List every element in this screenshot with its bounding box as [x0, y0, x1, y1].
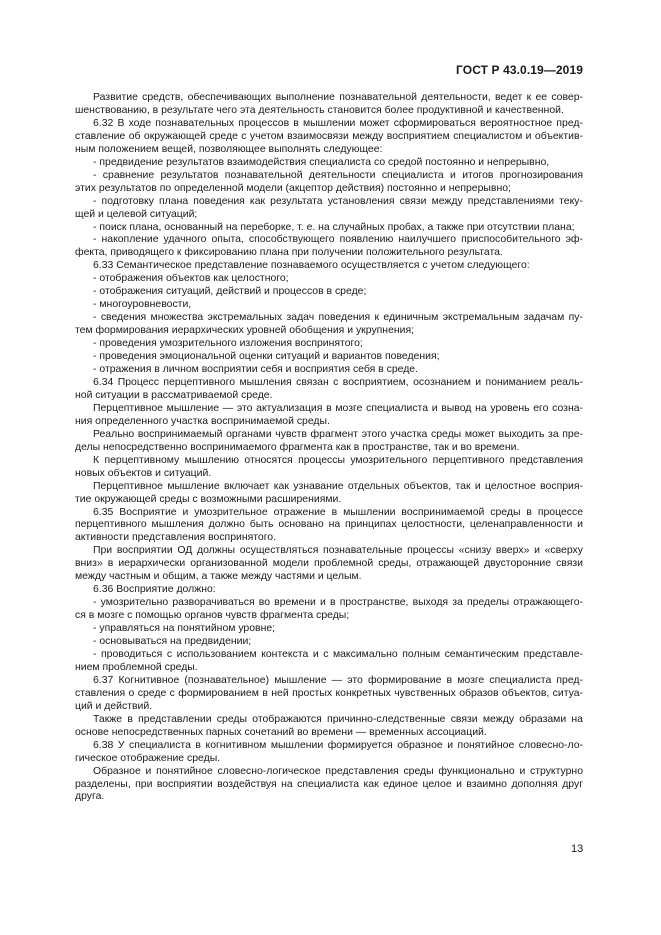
- text-line: тие окружающей среды с возможными расширениями.: [75, 493, 342, 505]
- text-line: ций и действий.: [75, 700, 153, 712]
- text-line: - управляться на понятийном уровне;: [93, 623, 276, 635]
- text-line: Образное и понятийное словесно-логическое представления среды функционально и структурно: [93, 765, 583, 777]
- text-line: гическое отображение среды.: [75, 752, 221, 764]
- text-line: ния определенного участка воспринимаемой среды.: [75, 415, 330, 427]
- text-line: - умозрительно разворачиваться во времени и в пространстве, выходя за пределы отражающего-: [93, 597, 583, 609]
- text-line: 6.37 Когнитивное (познавательное) мышление — это формирование в мозге специалиста пред-: [93, 674, 583, 686]
- text-line: - сравнение результатов познавательной деятельности специалиста и итогов прогнозирования: [93, 169, 583, 181]
- text-line: фекта, приводящего к фиксированию плана при получении положительного результата.: [75, 247, 503, 259]
- text-line: основе непосредственных парных сочетаний во времени — временных ассоциаций.: [75, 726, 487, 738]
- text-line: - отображения объектов как целостного;: [93, 273, 289, 285]
- text-line: перцептивного мышления должно быть основано на принципах целостности, целенаправленности и: [75, 519, 583, 531]
- text-line: - сведения множества экстремальных задач поведения к единичным экстремальным задачам пу-: [93, 312, 583, 324]
- text-line: - проводиться с использованием контекста и с максимально полным семантическим представле-: [93, 648, 583, 660]
- text-line: - проведения эмоциональной оценки ситуаций и вариантов поведения;: [93, 351, 440, 363]
- text-line: К перцептивному мышлению относятся процессы умозрительного перцептивного представления: [93, 454, 583, 466]
- text-line: щей и целевой ситуаций;: [75, 208, 198, 220]
- text-line: этих результатов по определенной модели (акцептор действия) постоянно и непрерывно;: [75, 182, 511, 194]
- text-line: - отражения в личном восприятии себя и восприятия себя в среде.: [93, 364, 418, 376]
- text-line: 6.38 У специалиста в когнитивном мышлении формируется образное и понятийное словесно-ло-: [93, 739, 583, 751]
- text-line: нием проблемной среды.: [75, 661, 198, 673]
- text-line: между частным и общим, а также между частями и целым.: [75, 571, 362, 583]
- text-line: активности представления воспринятого.: [75, 532, 277, 544]
- text-line: ной ситуации в рассматриваемой среде.: [75, 389, 273, 401]
- text-line: 6.36 Восприятие должно:: [93, 584, 216, 596]
- text-line: новых объектов и ситуаций.: [75, 467, 212, 479]
- text-line: ставление об окружающей среде с учетом взаимосвязи между восприятием специалистом и объектив-: [75, 130, 583, 142]
- text-line: ставления о среде с формированием в ней простых конкретных чувственных образов объектов, ситуа-: [75, 687, 583, 699]
- text-line: - проведения умозрительного изложения воспринятого;: [93, 338, 363, 350]
- text-line: - подготовку плана поведения как результата установления связи между представлениями теку-: [93, 195, 583, 207]
- text-line: Также в представлении среды отображаются причинно-следственные связи между образами на: [93, 713, 583, 725]
- text-line: Перцептивное мышление включает как узнавание отдельных объектов, так и целостное восприя-: [93, 480, 583, 492]
- text-line: шенствованию, в результате чего эта деятельность становится более продуктивной и качественной.: [75, 104, 564, 116]
- text-line: 6.35 Восприятие и умозрительное отражение в мышлении воспринимаемой среды в процессе: [93, 506, 583, 518]
- text-line: тем формирования иерархических уровней обобщения и укрупнения;: [75, 325, 415, 337]
- text-line: ся в мозге с помощью органов чувств фрагмента среды;: [75, 610, 350, 622]
- document-header: ГОСТ Р 43.0.19—2019: [456, 63, 583, 77]
- text-line: вниз» в иерархически организованной модели проблемной среды, отражающей двусторонние связи: [75, 558, 583, 570]
- text-line: - основываться на предвидении;: [93, 636, 252, 648]
- text-line: Реально воспринимаемый органами чувств фрагмент этого участка среды может выходить за пре-: [93, 428, 583, 440]
- text-line: - предвидение результатов взаимодействия специалиста со средой постоянно и непрерывно,: [93, 156, 550, 168]
- text-line: друга.: [75, 791, 105, 803]
- text-line: 6.33 Семантическое представление познаваемого осуществляется с учетом следующего:: [93, 260, 530, 272]
- text-line: 6.34 Процесс перцептивного мышления связан с восприятием, осознанием и пониманием реаль-: [93, 376, 583, 388]
- text-line: - накопление удачного опыта, способствующего появлению наилучшего приспособительного эф-: [93, 234, 583, 246]
- text-line: разделены, при восприятии воздействуя на специалиста как единое целое и взаимно дополняя друг: [75, 778, 583, 790]
- text-line: - поиск плана, основанный на переборке, т. е. на случайных пробах, а также при отсутствии плана;: [93, 221, 575, 233]
- text-line: ным положением вещей, позволяющее выполнять следующее:: [75, 143, 383, 155]
- page-number: 13: [571, 843, 584, 855]
- text-line: 6.32 В ходе познавательных процессов в мышлении может сформироваться вероятностное пред-: [93, 117, 583, 129]
- text-line: - многоуровневости,: [93, 299, 192, 311]
- text-line: делы непосредственно воспринимаемого фрагмента как в пространстве, так и во времени.: [75, 441, 520, 453]
- text-line: При восприятии ОД должны осуществляться познавательные процессы «снизу вверх» и «сверху: [93, 545, 583, 557]
- text-line: - отображения ситуаций, действий и процессов в среде;: [93, 286, 367, 298]
- body-text: [75, 92, 583, 804]
- text-line: Перцептивное мышление — это актуализация в мозге специалиста и вывод на уровень его созна-: [93, 402, 583, 414]
- text-line: Развитие средств, обеспечивающих выполнение познавательной деятельности, ведет к ее совер-: [93, 92, 583, 103]
